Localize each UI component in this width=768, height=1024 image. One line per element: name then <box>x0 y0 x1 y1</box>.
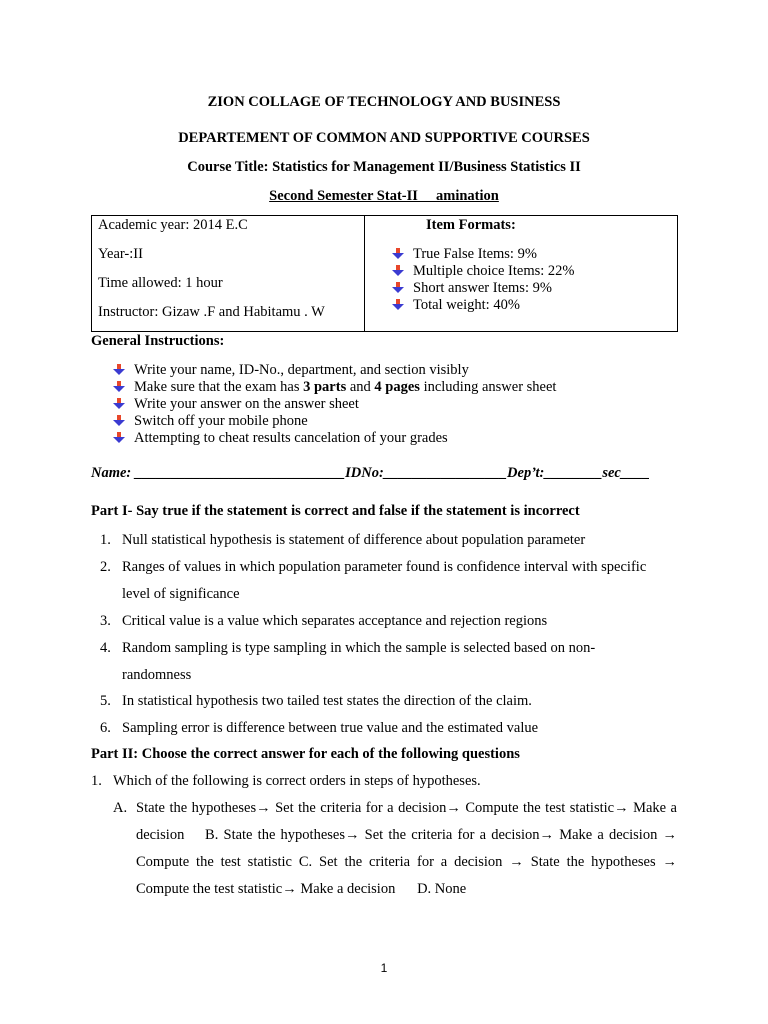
item-formats-title: Item Formats: <box>426 217 516 233</box>
part2-question-1-options-line-2: decision B. State the hypotheses→ Set the criteria for a decision→ Make a decision → <box>136 827 677 843</box>
part2-question-1-options-line-4: Compute the test statistic→ Make a decision D. None <box>136 881 467 897</box>
instruction-item: Switch off your mobile phone <box>113 413 308 430</box>
part2-title: Part II: Choose the correct answer for each of the following questions <box>91 746 520 762</box>
arrow-down-bullet-icon <box>392 248 404 259</box>
instruction-item: Write your answer on the answer sheet <box>113 396 359 413</box>
part2-question-1-options-line-1: State the hypotheses→ Set the criteria for a decision→ Compute the test statistic→ Make a <box>136 800 677 816</box>
page-number: 1 <box>380 961 388 975</box>
arrow-down-bullet-icon <box>113 415 125 426</box>
part1-title: Part I- Say true if the statement is correct and false if the statement is incorrect <box>91 503 580 519</box>
exam-title: Second Semester Stat-II amination <box>269 188 499 204</box>
arrow-down-bullet-icon <box>392 282 404 293</box>
course-title: Course Title: Statistics for Management II/Business Statistics II <box>187 159 581 175</box>
item-format-true-false: True False Items: 9% <box>392 246 537 263</box>
time-allowed: Time allowed: 1 hour <box>98 275 223 291</box>
arrow-down-bullet-icon <box>113 432 125 443</box>
item-format-multiple-choice: Multiple choice Items: 22% <box>392 263 574 280</box>
arrow-down-bullet-icon <box>392 265 404 276</box>
instruction-item: Attempting to cheat results cancelation of your grades <box>113 430 448 447</box>
student-info-line: Name: _____________________________IDNo:_________________Dep’t:________sec____ <box>91 465 650 481</box>
department-name: DEPARTEMENT OF COMMON AND SUPPORTIVE COURSES <box>178 130 590 146</box>
item-format-total-weight: Total weight: 40% <box>392 297 520 314</box>
general-instructions-title: General Instructions: <box>91 333 225 349</box>
college-name: ZION COLLAGE OF TECHNOLOGY AND BUSINESS <box>207 94 561 110</box>
instruction-item: Write your name, ID-No., department, and section visibly <box>113 362 469 379</box>
arrow-down-bullet-icon <box>113 381 125 392</box>
arrow-down-bullet-icon <box>392 299 404 310</box>
part2-question-1-options-line-3: Compute the test statistic C. Set the criteria for a decision → State the hypotheses → <box>136 854 677 870</box>
info-box <box>91 215 678 332</box>
part2-question-1-option-label: A. <box>113 800 128 816</box>
instruction-item: Make sure that the exam has 3 parts and 4 pages including answer sheet <box>113 379 556 396</box>
part2-question-1-number: 1. <box>91 773 102 789</box>
item-format-short-answer: Short answer Items: 9% <box>392 280 552 297</box>
instructor: Instructor: Gizaw .F and Habitamu . W <box>98 304 325 320</box>
info-box-divider <box>364 216 365 331</box>
arrow-down-bullet-icon <box>113 398 125 409</box>
part2-question-1-text: Which of the following is correct orders in steps of hypotheses. <box>113 773 481 789</box>
academic-year: Academic year: 2014 E.C <box>98 217 248 233</box>
year-level: Year-:II <box>98 246 143 262</box>
arrow-down-bullet-icon <box>113 364 125 375</box>
